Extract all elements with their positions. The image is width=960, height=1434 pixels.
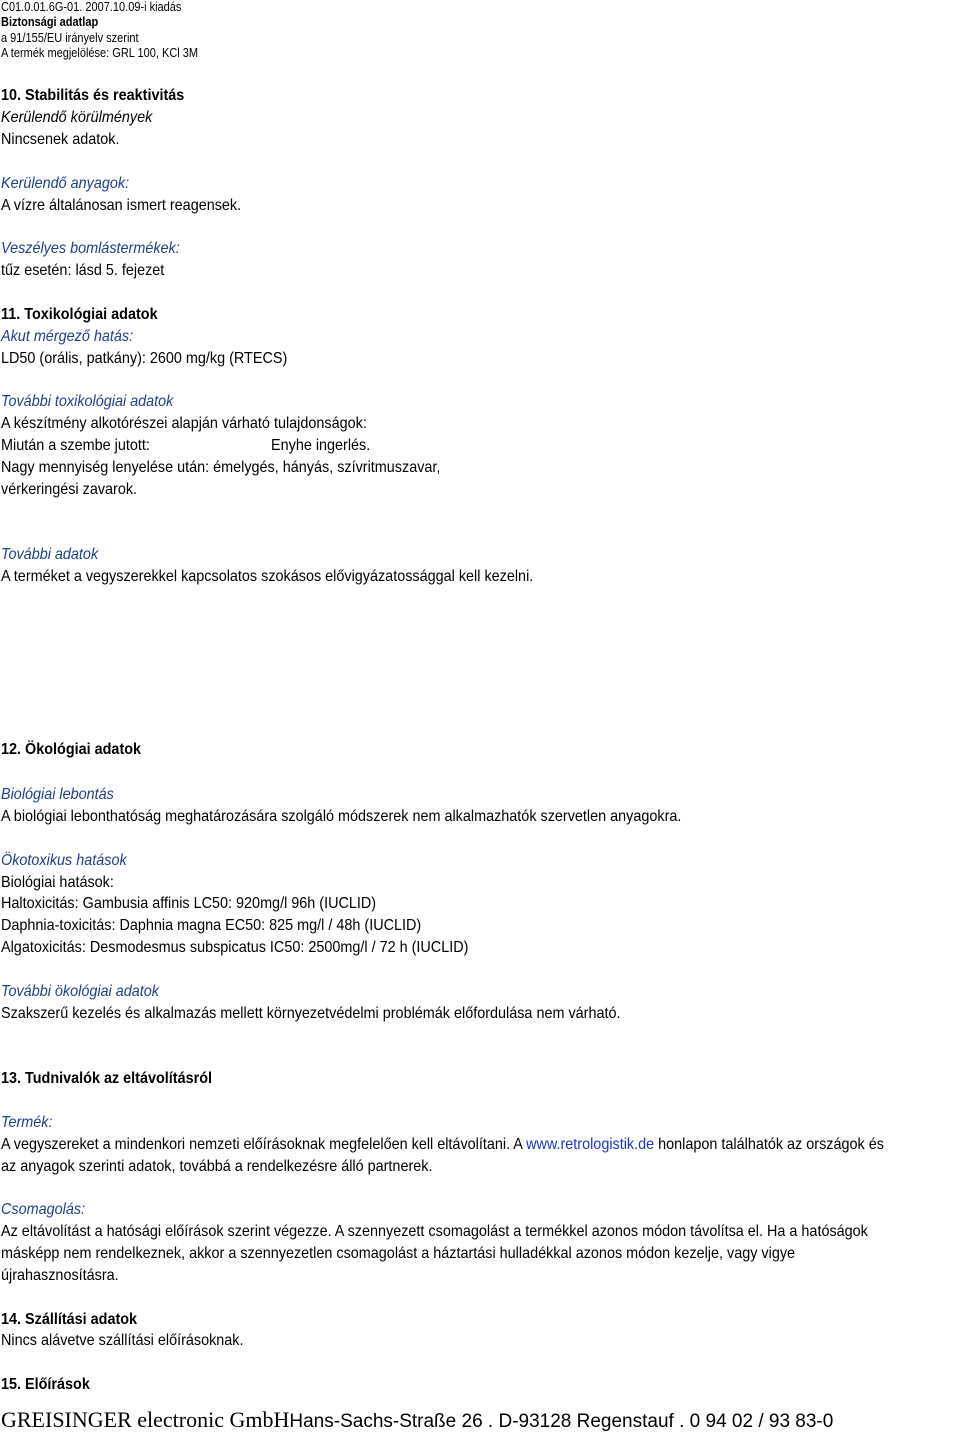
section-14-title: 14. Szállítási adatok xyxy=(1,1311,138,1328)
eye-contact-value: Enyhe ingerlés. xyxy=(271,437,371,454)
section-10-title: 10. Stabilitás és reaktivitás xyxy=(1,87,185,104)
disposal-text-a: A vegyszereket a mindenkori nemzeti előírásoknak megfelelően kell eltávolítani. A xyxy=(1,1136,527,1153)
disposal-product-line-1 xyxy=(1,1135,884,1155)
retrologistik-link[interactable]: www.retrologistik.de xyxy=(526,1136,655,1153)
doc-title: Biztonsági adatlap xyxy=(1,15,99,29)
section-12-title: 12. Ökológiai adatok xyxy=(1,741,142,758)
disposal-product-line-2: az anyagok szerinti adatok, továbbá a rendelkezésre álló partnerek. xyxy=(1,1158,433,1175)
disposal-product-label: Termék: xyxy=(1,1114,53,1131)
footer-brand: GREISINGER electronic GmbH xyxy=(1,1407,290,1432)
materials-label: Kerülendő anyagok: xyxy=(1,175,130,192)
algae-toxicity: Algatoxicitás: Desmodesmus subspicatus IC50: 2500mg/l / 72 h (IUCLID) xyxy=(1,939,469,956)
packaging-line-2: másképp nem rendelkeznek, akkor a szennyezetlen csomagolást a háztartási hulladékkal azonos módon kezelje, vagy vigye xyxy=(1,1245,796,1262)
ingestion-line-2: vérkeringési zavarok. xyxy=(1,481,138,498)
eye-contact-label: Miután a szembe jutott: xyxy=(1,437,150,454)
footer-address: Hans-Sachs-Straße 26 . D-93128 Regenstauf . 0 94 02 / 93 83-0 xyxy=(289,1411,834,1432)
section-15-title: 15. Előírások xyxy=(1,1376,90,1393)
fish-toxicity: Haltoxicitás: Gambusia affinis LC50: 920mg/l 96h (IUCLID) xyxy=(1,895,377,912)
properties-text: A készítmény alkotórészei alapján várható tulajdonságok: xyxy=(1,415,367,432)
biodegradation-label: Biológiai lebontás xyxy=(1,786,114,803)
section-11-title: 11. Toxikológiai adatok xyxy=(1,306,158,323)
more-data-text: A terméket a vegyszerekkel kapcsolatos szokásos elővigyázatossággal kell kezelni. xyxy=(1,568,534,585)
decomposition-text: tűz esetén: lásd 5. fejezet xyxy=(1,262,165,279)
disposal-text-b: honlapon találhatók az országok és xyxy=(654,1136,884,1153)
transport-text: Nincs alávetve szállítási előírásoknak. xyxy=(1,1332,244,1349)
packaging-line-3: újrahasznosításra. xyxy=(1,1267,119,1284)
more-eco-label: További ökológiai adatok xyxy=(1,983,159,1000)
more-tox-label: További toxikológiai adatok xyxy=(1,393,174,410)
conditions-text: Nincsenek adatok. xyxy=(1,131,120,148)
decomposition-label: Veszélyes bomlástermékek: xyxy=(1,240,180,257)
directive-line: a 91/155/EU irányelv szerint xyxy=(1,31,139,45)
ecotox-label: Ökotoxikus hatások xyxy=(1,852,127,869)
section-13-title: 13. Tudnivalók az eltávolításról xyxy=(1,1070,213,1087)
packaging-line-1: Az eltávolítást a hatósági előírások szerint végezze. A szennyezett csomagolást a termékkel azonos módon távolítsa el. Ha a hatóságok xyxy=(1,1223,868,1240)
packaging-label: Csomagolás: xyxy=(1,1201,86,1218)
ingestion-line-1: Nagy mennyiség lenyelése után: émelygés, hányás, szívritmuszavar, xyxy=(1,459,441,476)
biodegradation-text: A biológiai lebonthatóság meghatározására szolgáló módszerek nem alkalmazhatók szervetlen anyagokra. xyxy=(1,808,682,825)
daphnia-toxicity: Daphnia-toxicitás: Daphnia magna EC50: 825 mg/l / 48h (IUCLID) xyxy=(1,917,422,934)
more-data-label: További adatok xyxy=(1,546,99,563)
acute-toxicity-text: LD50 (orális, patkány): 2600 mg/kg (RTECS) xyxy=(1,350,288,367)
conditions-label: Kerülendő körülmények xyxy=(1,109,153,126)
acute-toxicity-label: Akut mérgező hatás: xyxy=(1,328,134,345)
product-designation: A termék megjelölése: GRL 100, KCl 3M xyxy=(1,46,199,60)
more-eco-text: Szakszerű kezelés és alkalmazás mellett környezetvédelmi problémák előfordulása nem várható. xyxy=(1,1005,621,1022)
biological-effects: Biológiai hatások: xyxy=(1,874,114,891)
materials-text: A vízre általánosan ismert reagensek. xyxy=(1,197,242,214)
doc-code: C01.0.01.6G-01. 2007.10.09-i kiadás xyxy=(1,0,182,14)
page-footer xyxy=(1,1408,833,1434)
